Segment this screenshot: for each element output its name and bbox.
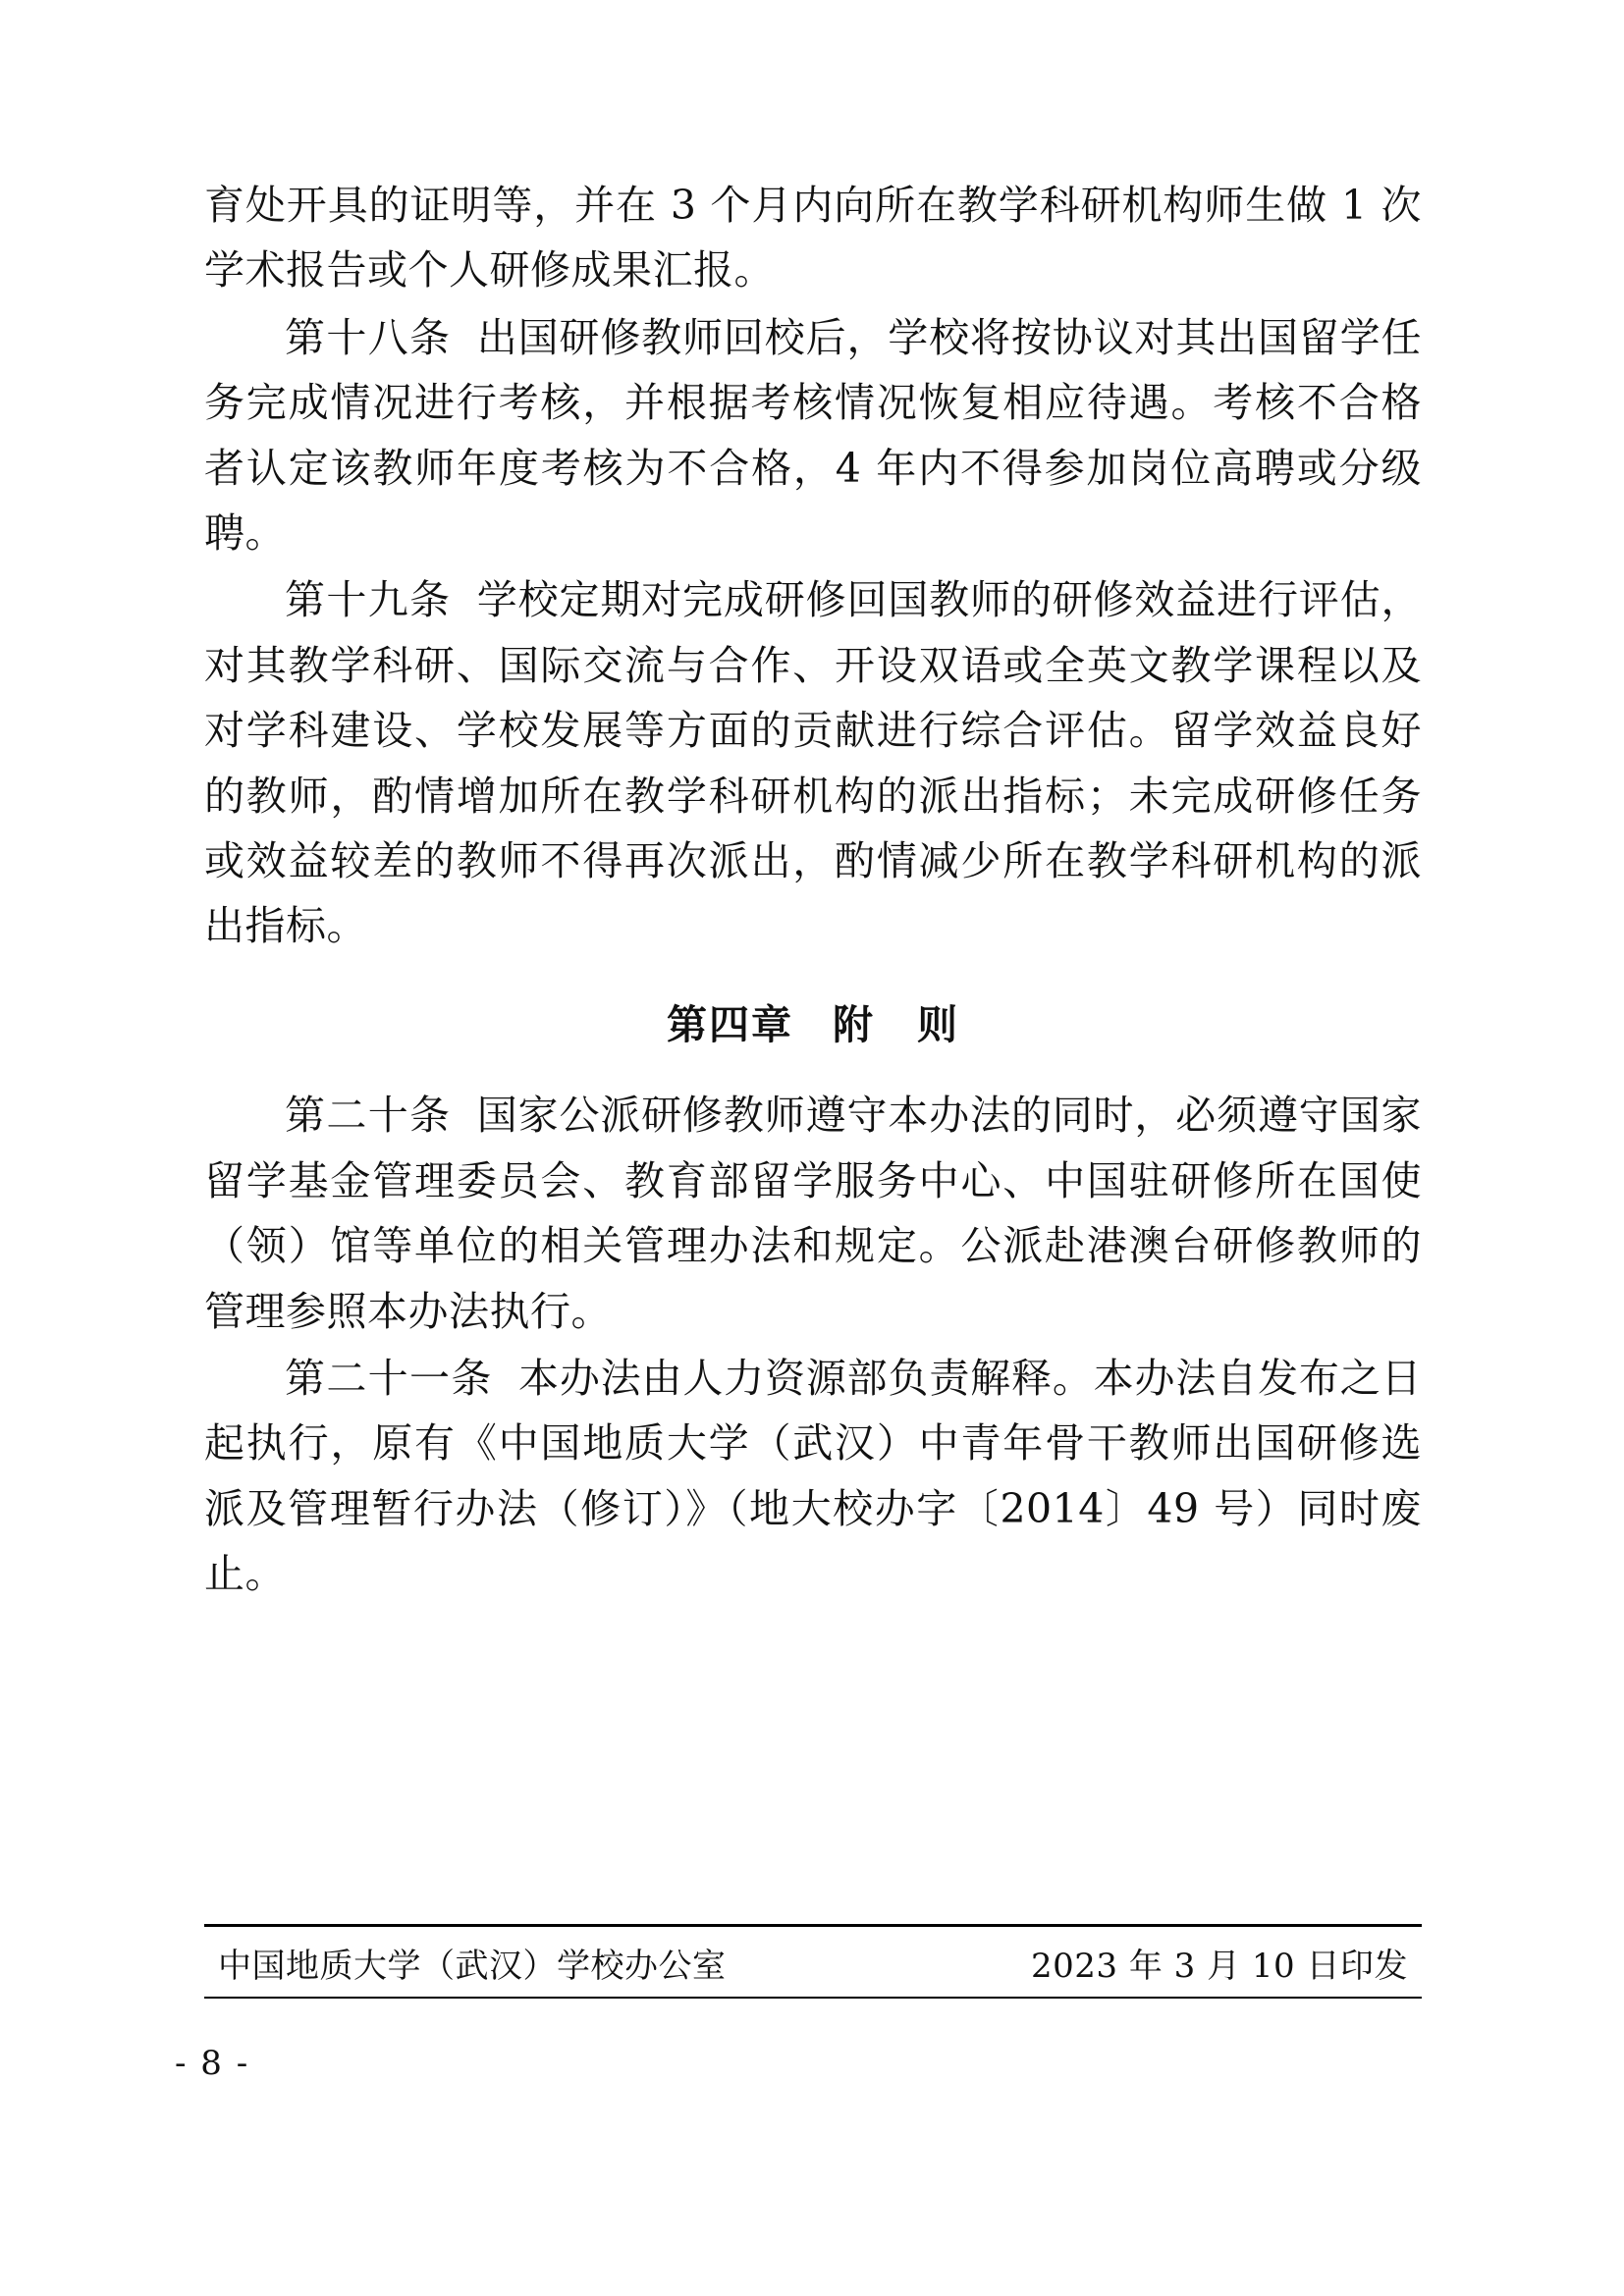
paragraph-article-20 (204, 1083, 1422, 1344)
article-label: 第二十一条 (285, 1354, 493, 1402)
page-content (204, 173, 1422, 1609)
paragraph-continuation: 育处开具的证明等，并在 3 个月内向所在教学科研机构师生做 1 次学术报告或个人研修成果汇报。 (204, 182, 1422, 294)
paragraph-article-18 (204, 305, 1422, 566)
chapter-heading (204, 992, 1422, 1057)
paragraph-article-21 (204, 1346, 1422, 1607)
chapter-number: 第四章 (667, 1000, 793, 1048)
footer-divider-bottom (204, 1997, 1422, 1999)
paragraph-article-19 (204, 567, 1422, 958)
article-label: 第二十条 (285, 1092, 452, 1140)
article-text: 本办法由人力资源部负责解释。本办法自发布之日起执行，原有《中国地质大学（武汉）中青年骨干教师出国研修选派及管理暂行办法（修订）》（地大校办字〔2014〕49 号）同时废止。 (204, 1354, 1423, 1598)
article-text: 国家公派研修教师遵守本办法的同时，必须遵守国家留学基金管理委员会、教育部留学服务中心、中国驻研修所在国使（领）馆等单位的相关管理办法和规定。公派赴港澳台研修教师的管理参照本办法执行。 (204, 1092, 1423, 1335)
article-text: 学校定期对完成研修回国教师的研修效益进行评估，对其教学科研、国际交流与合作、开设双语或全英文教学课程以及对学科建设、学校发展等方面的贡献进行综合评估。留学效益良好的教师，酌情增加所在教学科研机构的派出指标；未完成研修任务或效益较差的教师不得再次派出，酌情减少所在教学科研机构的派出指标。 (204, 576, 1423, 950)
page-footer (204, 1924, 1422, 1999)
footer-issuer: 中国地质大学（武汉）学校办公室 (218, 1947, 727, 1986)
footer-row (204, 1927, 1422, 1997)
chapter-title-text: 附 则 (833, 1000, 959, 1048)
article-label: 第十九条 (285, 576, 452, 624)
footer-issue-date: 2023 年 3 月 10 日印发 (1031, 1947, 1408, 1986)
article-text: 出国研修教师回校后，学校将按协议对其出国留学任务完成情况进行考核，并根据考核情况恢复相应待遇。考核不合格者认定该教师年度考核为不合格，4 年内不得参加岗位高聘或分级聘。 (204, 313, 1423, 558)
article-label: 第十八条 (285, 313, 452, 361)
page-number: - 8 - (175, 2044, 250, 2083)
